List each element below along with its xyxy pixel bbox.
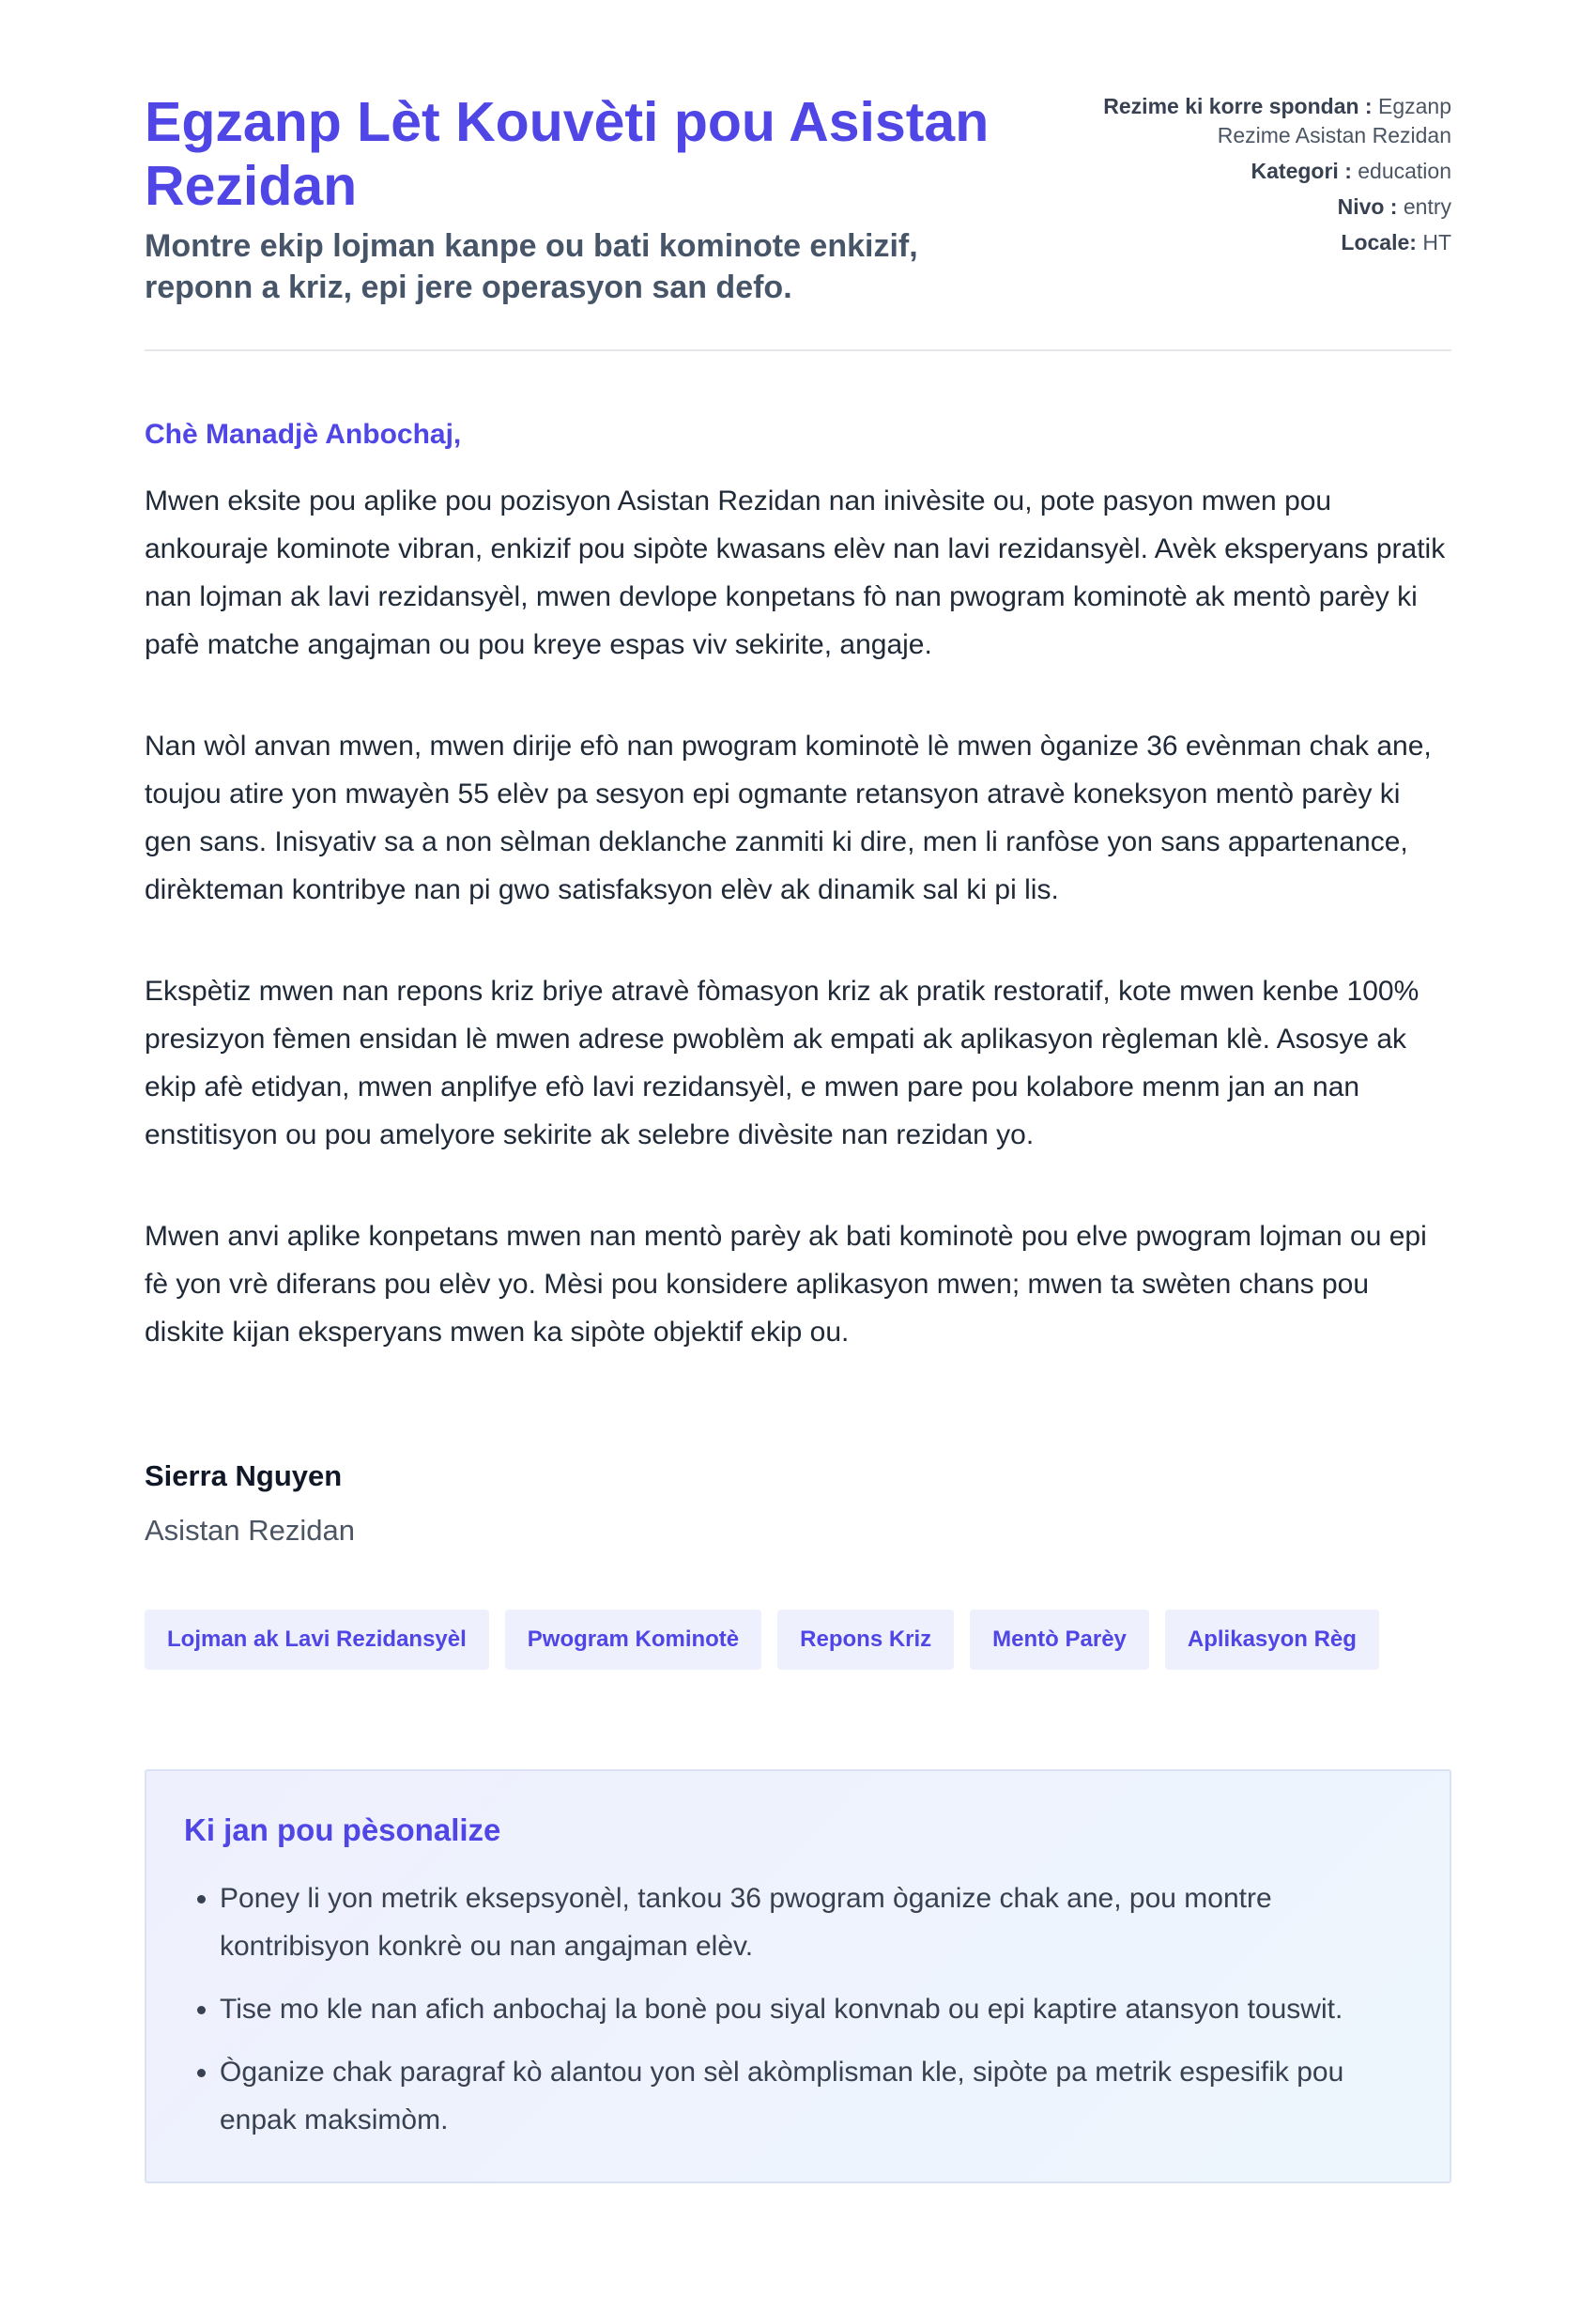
letter-paragraph: Mwen anvi aplike konpetans mwen nan mentò parèy ak bati kominotè pou elve pwogram lojman ou epi fè yon vrè diferans pou elèv yo. Mèsi pou konsidere aplikasyon mwen; mwen ta swèten chans pou diskite kijan eksperyans mwen ka sipòte objektif ekip ou. [145, 1221, 1427, 1348]
skill-tag[interactable]: Repons Kriz [777, 1610, 954, 1670]
meta-info [1048, 90, 1451, 264]
meta-locale [1048, 228, 1451, 257]
signature-block [145, 1459, 1451, 1548]
tip-item: • Poney li yon metrik eksepsyonèl, tankou 36 pwogram òganize chak ane, pou montre kontribisyon konkrè ou nan angajman elèv. [220, 1874, 1412, 1970]
page-title: Egzanp Lèt Kouvèti pou Asistan Rezidan [145, 91, 990, 217]
meta-level-label: Nivo : [1337, 194, 1398, 219]
skill-tags [145, 1610, 1451, 1670]
meta-category [1048, 157, 1451, 186]
signature-name: Sierra Nguyen [145, 1459, 343, 1492]
skill-tag[interactable]: Mentò Parèy [970, 1610, 1149, 1670]
skill-tag[interactable]: Lojman ak Lavi Rezidansyèl [145, 1610, 489, 1670]
tip-item: • Òganize chak paragraf kò alantou yon sèl akòmplisman kle, sipòte pa metrik espesifik pou enpak maksimòm. [220, 2048, 1412, 2144]
meta-locale-value: HT [1422, 230, 1451, 254]
skill-tag[interactable]: Pwogram Kominotè [505, 1610, 761, 1670]
letter-paragraph: Nan wòl anvan mwen, mwen dirije efò nan pwogram kominotè lè mwen òganize 36 evènman chak ane, toujou atire yon mwayèn 55 elèv pa sesyon epi ogmante retansyon atravè koneksyon mentò parèy ki gen sans. Inisyativ sa a non sèlman deklanche zanmiti ki dire, men li ranfòse yon sans appartenance, dirèkteman kontribye nan pi gwo satisfaksyon elèv ak dinamik sal ki pi lis. [145, 731, 1432, 905]
tips-title: Ki jan pou pèsonalize [184, 1812, 501, 1847]
letter-body [145, 419, 1451, 1356]
tip-item: • Tise mo kle nan afich anbochaj la bonè pou siyal konvnab ou epi kaptire atansyon touswit. [220, 1985, 1412, 2033]
page-header [145, 90, 1451, 351]
meta-level-value: entry [1403, 194, 1451, 219]
title-block [145, 90, 1027, 308]
skill-tag[interactable]: Aplikasyon Règ [1165, 1610, 1379, 1670]
signature-role: Asistan Rezidan [145, 1514, 356, 1547]
meta-category-value: education [1358, 159, 1451, 183]
letter-paragraph: Ekspètiz mwen nan repons kriz briye atravè fòmasyon kriz ak pratik restoratif, kote mwen kenbe 100% presizyon fèmen ensidan lè mwen adrese pwoblèm ak empati ak aplikasyon règleman klè. Asosye ak ekip afè etidyan, mwen anplifye efò lavi rezidansyèl, e mwen pare pou kolabore menm jan an nan enstitisyon ou pou amelyore sekirite ak selebre divèsite nan rezidan yo. [145, 976, 1420, 1150]
letter-paragraph: Mwen eksite pou aplike pou pozisyon Asistan Rezidan nan inivèsite ou, pote pasyon mwen pou ankouraje kominote vibran, enkizif pou sipòte kwasans elèv nan lavi rezidansyèl. Avèk eksperyans pratik nan lojman ak lavi rezidansyèl, mwen devlope konpetans fò nan pwogram kominotè ak mentò parèy ki pafè matche angajman ou pou kreye espas viv sekirite, angaje. [145, 486, 1446, 660]
tips-list [184, 1874, 1412, 2144]
meta-resume [1048, 92, 1451, 150]
meta-level [1048, 193, 1451, 222]
customization-tips-box [145, 1769, 1451, 2183]
meta-resume-value[interactable]: Egzanp Rezime Asistan Rezidan [1217, 94, 1451, 147]
meta-category-label: Kategori : [1251, 159, 1352, 183]
letter-greeting: Chè Manadjè Anbochaj, [145, 419, 462, 450]
page-subtitle: Montre ekip lojman kanpe ou bati kominote enkizif, reponn a kriz, epi jere operasyon san defo. [145, 228, 918, 305]
meta-locale-label: Locale: [1341, 230, 1417, 254]
meta-resume-label: Rezime ki korre spondan : [1103, 94, 1373, 118]
